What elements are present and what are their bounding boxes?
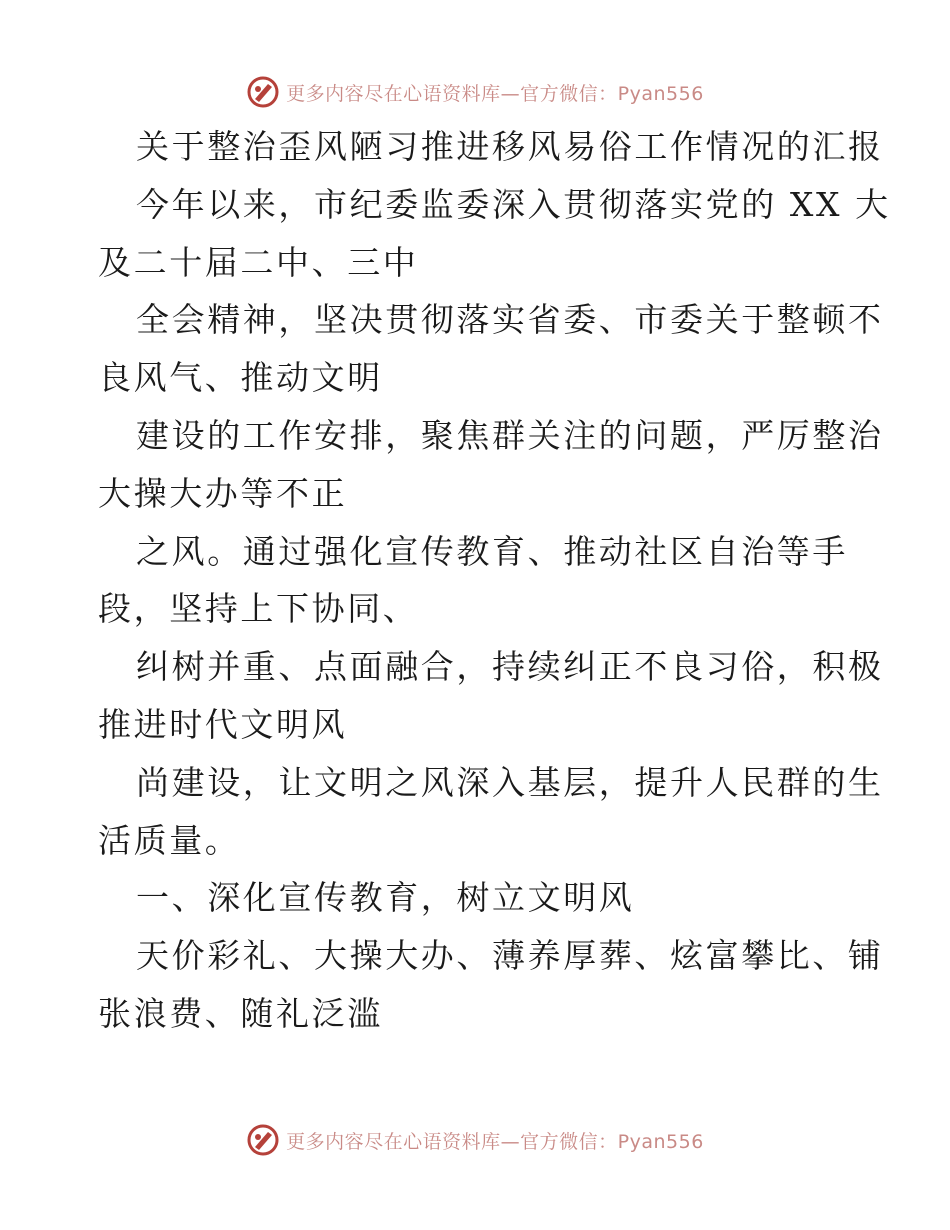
paragraph-line: 及二十届二中、三中 <box>98 242 419 282</box>
paragraph-line: 大操大办等不正 <box>98 473 348 513</box>
paragraph-line: 全会精神，坚决贯彻落实省委、市委关于整顿不 <box>136 300 884 340</box>
watermark-text: 更多内容尽在心语资料库—官方微信：Pyan556 <box>286 1130 704 1153</box>
watermark-footer <box>0 1120 950 1160</box>
paragraph-line: 活质量。 <box>98 820 241 860</box>
document-title: 关于整治歪风陋习推进移风易俗工作情况的汇报 <box>136 127 884 166</box>
watermark-header <box>0 72 950 112</box>
watermark-logo-icon <box>246 75 280 109</box>
paragraph-line: 张浪费、随礼泛滥 <box>98 993 383 1033</box>
paragraph-line: 良风气、推动文明 <box>98 358 383 398</box>
watermark-text: 更多内容尽在心语资料库—官方微信：Pyan556 <box>286 82 704 105</box>
paragraph-line: 天价彩礼、大操大办、薄养厚葬、炫富攀比、铺 <box>136 936 884 976</box>
paragraph-line: 纠树并重、点面融合，持续纠正不良习俗，积极 <box>136 647 884 687</box>
paragraph-line: 推进时代文明风 <box>98 704 348 744</box>
paragraph-line: 尚建设，让文明之风深入基层，提升人民群的生 <box>136 762 884 802</box>
paragraph-line: 今年以来，市纪委监委深入贯彻落实党的 XX 大 <box>136 184 891 224</box>
watermark-logo-icon <box>246 1123 280 1157</box>
paragraph-line: 之风。通过强化宣传教育、推动社区自治等手 <box>136 531 848 571</box>
document-body <box>98 118 891 1043</box>
paragraph-line: 建设的工作安排，聚焦群关注的问题，严厉整治 <box>136 415 884 455</box>
section-heading: 一、深化宣传教育，树立文明风 <box>136 878 635 918</box>
paragraph-line: 段，坚持上下协同、 <box>98 589 419 629</box>
